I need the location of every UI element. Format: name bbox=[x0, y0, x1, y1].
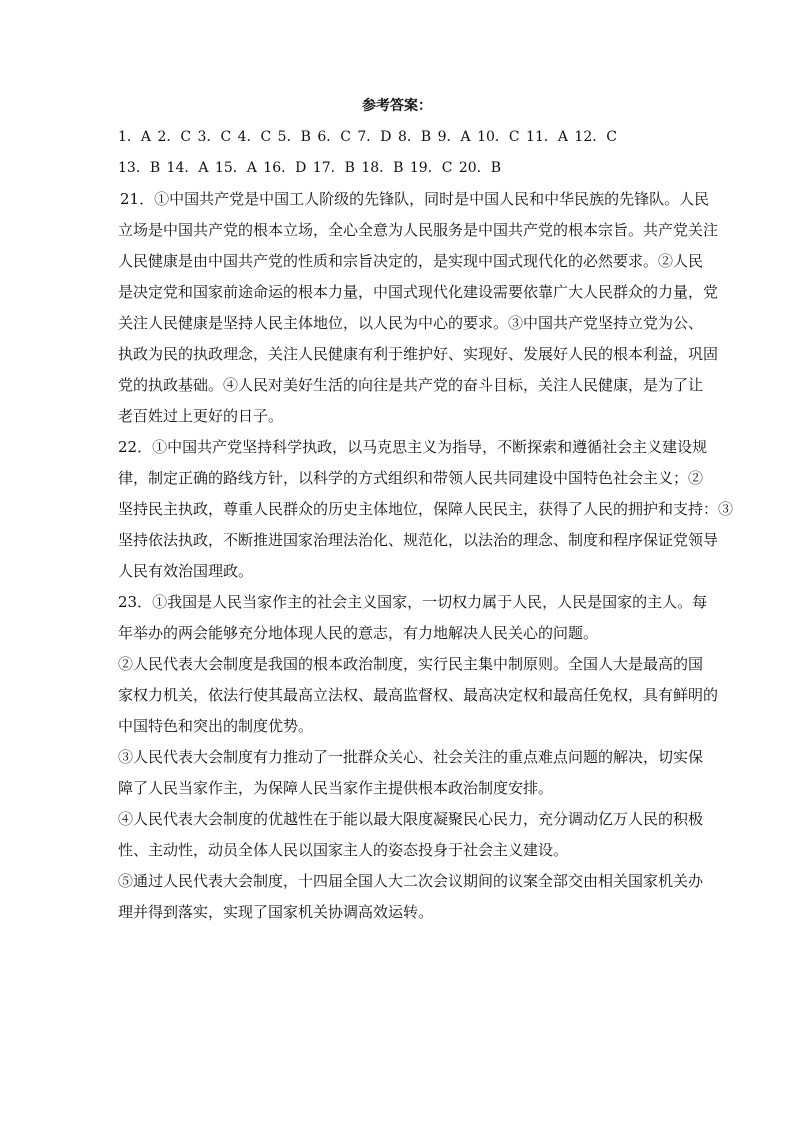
q21-answer-line: 党的执政基础。④人民对美好生活的向往是共产党的奋斗目标，关注人民健康，是为了让 bbox=[118, 376, 704, 394]
q22-answer-line: 坚持民主执政，尊重人民群众的历史主体地位，保障人民民主，获得了人民的拥护和支持：③ bbox=[118, 500, 734, 518]
q23-answer-line: ⑤通过人民代表大会制度，十四届全国人大二次会议期间的议案全部交由相关国家机关办 bbox=[118, 872, 704, 890]
q21-answer-line: 人民健康是由中国共产党的性质和宗旨决定的，是实现中国式现代化的必然要求。②人民 bbox=[118, 252, 704, 270]
q23-answer-line: ②人民代表大会制度是我国的根本政治制度，实行民主集中制原则。全国人大是最高的国 bbox=[118, 655, 704, 673]
multiple-choice-answers-line-1: 1．A 2．C 3．C 4．C 5．B 6．C 7．D 8．B 9．A 10．C 11．A 12．C bbox=[118, 129, 617, 145]
q21-answer-line: 21．①中国共产党是中国工人阶级的先锋队，同时是中国人民和中华民族的先锋队。人民 bbox=[120, 190, 710, 208]
q23-answer-line: ③人民代表大会制度有力推动了一批群众关心、社会关注的重点难点问题的解决，切实保 bbox=[118, 748, 704, 766]
q23-answer-line: 中国特色和突出的制度优势。 bbox=[118, 717, 314, 735]
q23-answer-line: ④人民代表大会制度的优越性在于能以最大限度凝聚民心民力，充分调动亿万人民的积极 bbox=[118, 810, 704, 828]
multiple-choice-answers-line-2: 13．B 14．A 15．A 16．D 17．B 18．B 19．C 20．B bbox=[118, 160, 501, 176]
q21-answer-line: 老百姓过上更好的日子。 bbox=[118, 407, 284, 425]
q23-answer-line: 年举办的两会能够充分地体现人民的意志，有力地解决人民关心的问题。 bbox=[118, 624, 599, 642]
answer-body bbox=[118, 122, 734, 928]
q21-answer-line: 执政为民的执政理念，关注人民健康有利于维护好、实现好、发展好人民的根本利益，巩固 bbox=[118, 345, 719, 363]
q23-answer-line: 性、主动性，动员全体人民以国家主人的姿态投身于社会主义建设。 bbox=[118, 841, 569, 859]
q21-answer-line: 立场是中国共产党的根本立场，全心全意为人民服务是中国共产党的根本宗旨。共产党关注 bbox=[118, 221, 719, 239]
q23-answer-line: 理并得到落实，实现了国家机关协调高效运转。 bbox=[118, 903, 434, 921]
q22-answer-line: 人民有效治国理政。 bbox=[118, 562, 254, 580]
q22-answer-line: 律，制定正确的路线方针，以科学的方式组织和带领人民共同建设中国特色社会主义；② bbox=[118, 469, 704, 487]
page-title: 参考答案： bbox=[362, 98, 432, 114]
q23-answer-line: 障了人民当家作主，为保障人民当家作主提供根本政治制度安排。 bbox=[118, 779, 554, 797]
q23-answer-line: 23．①我国是人民当家作主的社会主义国家，一切权力属于人民，人民是国家的主人。每 bbox=[118, 593, 708, 611]
q23-answer-line: 家权力机关，依法行使其最高立法权、最高监督权、最高决定权和最高任免权，具有鲜明的 bbox=[118, 686, 719, 704]
q22-answer-line: 22．①中国共产党坚持科学执政，以马克思主义为指导，不断探索和遵循社会主义建设规 bbox=[118, 438, 708, 456]
q21-answer-line: 是决定党和国家前途命运的根本力量，中国式现代化建设需要依靠广大人民群众的力量，党 bbox=[118, 283, 719, 301]
q21-answer-line: 关注人民健康是坚持人民主体地位，以人民为中心的要求。③中国共产党坚持立党为公、 bbox=[118, 314, 704, 332]
q22-answer-line: 坚持依法执政，不断推进国家治理法治化、规范化，以法治的理念、制度和程序保证党领导 bbox=[118, 531, 719, 549]
